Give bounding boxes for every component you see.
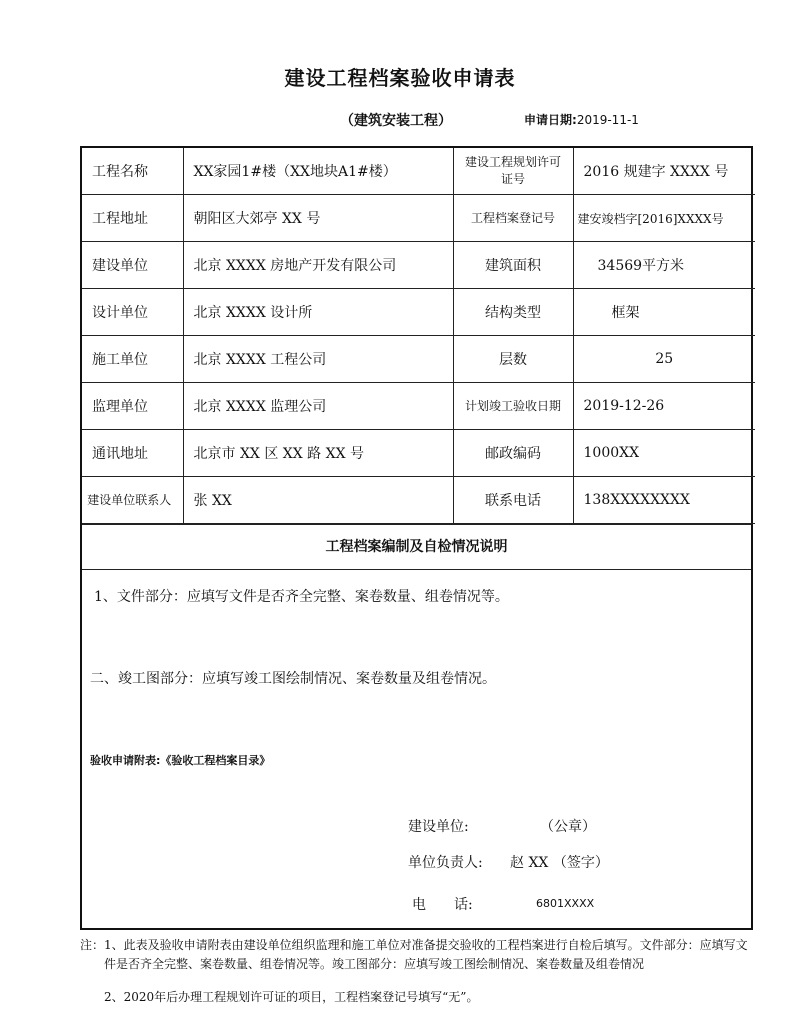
attachment-note: 验收申请附表:《验收工程档案目录》 [90,754,271,767]
field-label: 施工单位 [82,336,183,383]
page-title: 建设工程档案验收申请表 [284,66,516,90]
field-value: 34569平方米 [573,242,755,289]
footnote-2: 2、2020年后办理工程规划许可证的项目，工程档案登记号填写“无”。 [104,990,479,1004]
application-date [524,111,639,128]
field-value: 建安竣档字[2016]XXXX号 [573,195,755,242]
table-row [82,336,755,383]
responsible-person-value: 赵 XX （签字） [510,855,609,871]
page-subtitle: （建筑安装工程） [340,113,452,129]
info-table [82,148,755,524]
table-row [82,383,755,430]
field-value: 张 XX [183,477,453,524]
table-row [82,289,755,336]
field-label: 设计单位 [82,289,183,336]
field-value: 2019-12-26 [573,383,755,430]
table-row [82,430,755,477]
field-value: 框架 [573,289,755,336]
field-value: 北京市 XX 区 XX 路 XX 号 [183,430,453,477]
date-value: 2019-11-1 [576,113,639,127]
field-value: 北京 XXXX 监理公司 [183,383,453,430]
field-label: 监理单位 [82,383,183,430]
field-label: 建设工程规划许可证号 [453,148,573,195]
responsible-person-label: 单位负责人: [408,855,483,871]
unit-signature-label: 建设单位: [408,819,469,835]
footnote-text-1: 注：1、此表及验收申请附表由建设单位组织监理和施工单位对准备提交验收的工程档案进行自检后填写。文件部分：应填写文件是否齐全完整、案卷数量、组卷情况等。竣工图部分：应填写竣工图绘制情况、案卷数量及组卷情况 [80,938,748,971]
field-label: 工程档案登记号 [453,195,573,242]
field-value: 北京 XXXX 工程公司 [183,336,453,383]
phone-value: 6801XXXX [536,897,595,910]
table-row [82,195,755,242]
date-label: 申请日期: [524,113,577,127]
field-value: 25 [573,336,755,383]
field-value: 2016 规建字 XXXX 号 [573,148,755,195]
field-label: 层数 [453,336,573,383]
seal-label: （公章） [540,819,596,835]
field-value: 朝阳区大郊亭 XX 号 [183,195,453,242]
table-row [82,477,755,524]
footnote-1 [80,936,760,974]
field-label: 工程地址 [82,195,183,242]
field-value: 北京 XXXX 设计所 [183,289,453,336]
description-files: 1、文件部分：应填写文件是否齐全完整、案卷数量、组卷情况等。 [94,589,509,605]
field-value: XX家园1#楼（XX地块A1#楼） [183,148,453,195]
table-row [82,242,755,289]
field-label: 结构类型 [453,289,573,336]
table-row [82,148,755,195]
form-frame [80,146,753,930]
field-label: 联系电话 [453,477,573,524]
field-label: 建筑面积 [453,242,573,289]
field-label: 建设单位 [82,242,183,289]
field-label: 计划竣工验收日期 [453,383,573,430]
section-title: 工程档案编制及自检情况说明 [82,524,751,570]
field-value: 138XXXXXXXX [573,477,755,524]
phone-label: 电 话: [412,897,473,913]
description-drawings: 二、竣工图部分：应填写竣工图绘制情况、案卷数量及组卷情况。 [90,671,496,687]
field-label: 工程名称 [82,148,183,195]
field-label: 通讯地址 [82,430,183,477]
field-label: 建设单位联系人 [82,477,183,524]
info-grid [82,148,751,524]
field-label: 邮政编码 [453,430,573,477]
field-value: 北京 XXXX 房地产开发有限公司 [183,242,453,289]
field-value: 1000XX [573,430,755,477]
